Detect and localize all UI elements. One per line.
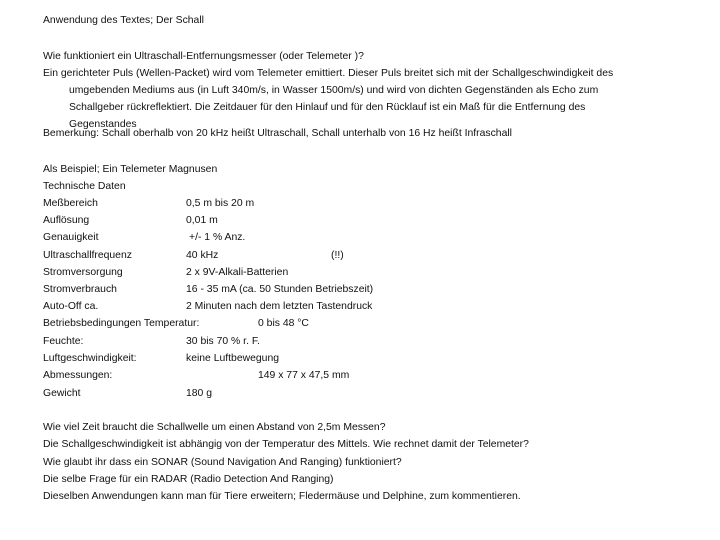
spec-label: Betriebsbedingungen Temperatur: bbox=[43, 318, 200, 329]
question-line: Dieselben Anwendungen kann man für Tiere erweitern; Fledermäuse und Delphine, zum kommentieren. bbox=[43, 491, 521, 502]
question-line: Wie viel Zeit braucht die Schallwelle um einen Abstand von 2,5m Messen? bbox=[43, 422, 386, 433]
spec-label: Ultraschallfrequenz bbox=[43, 250, 132, 261]
spec-value: 2 x 9V-Alkali-Batterien bbox=[186, 267, 289, 278]
spec-value: +/- 1 % Anz. bbox=[189, 232, 246, 243]
spec-value: keine Luftbewegung bbox=[186, 353, 280, 364]
paragraph-line: Gegenstandes bbox=[69, 119, 137, 130]
example-intro: Als Beispiel; Ein Telemeter Magnusen bbox=[43, 164, 218, 175]
spec-label: Genauigkeit bbox=[43, 232, 99, 243]
spec-label: Meßbereich bbox=[43, 198, 98, 209]
spec-value: 16 - 35 mA (ca. 50 Stunden Betriebszeit) bbox=[186, 284, 374, 295]
spec-value: 0 bis 48 °C bbox=[258, 318, 309, 329]
tech-data-heading: Technische Daten bbox=[43, 181, 126, 192]
explanation-paragraph bbox=[43, 65, 683, 133]
spec-value: 2 Minuten nach dem letzten Tastendruck bbox=[186, 301, 373, 312]
paragraph-line: Schallgeber rückreflektiert. Die Zeitdauer für den Hinlauf und für den Rücklauf ist ein Maß für die Entfernung des bbox=[69, 102, 586, 113]
spec-label: Stromversorgung bbox=[43, 267, 123, 278]
spec-label: Abmessungen: bbox=[43, 370, 113, 381]
spec-value: 40 kHz bbox=[186, 250, 219, 261]
paragraph-line: umgebenden Mediums aus (in Luft 340m/s, in Wasser 1500m/s) und wird von dichten Gegenständen als Echo zum bbox=[69, 85, 599, 96]
spec-value: 0,5 m bis 20 m bbox=[186, 198, 255, 209]
spec-label: Auto-Off ca. bbox=[43, 301, 99, 312]
remark-line: Bemerkung: Schall oberhalb von 20 kHz heißt Ultraschall, Schall unterhalb von 16 Hz heißt Infraschall bbox=[43, 128, 512, 139]
spec-label: Stromverbrauch bbox=[43, 284, 117, 295]
question-heading: Wie funktioniert ein Ultraschall-Entfernungsmesser (oder Telemeter )? bbox=[43, 51, 364, 62]
document-title: Anwendung des Textes; Der Schall bbox=[43, 15, 204, 26]
spec-note: (!!) bbox=[331, 250, 344, 261]
question-line: Wie glaubt ihr dass ein SONAR (Sound Navigation And Ranging) funktioniert? bbox=[43, 457, 402, 468]
spec-label: Feuchte: bbox=[43, 336, 84, 347]
question-line: Die Schallgeschwindigkeit ist abhängig von der Temperatur des Mittels. Wie rechnet damit der Telemeter? bbox=[43, 439, 529, 450]
spec-label: Gewicht bbox=[43, 388, 81, 399]
spec-value: 0,01 m bbox=[186, 215, 218, 226]
spec-value: 149 x 77 x 47,5 mm bbox=[258, 370, 350, 381]
question-line: Die selbe Frage für ein RADAR (Radio Detection And Ranging) bbox=[43, 474, 334, 485]
spec-value: 30 bis 70 % r. F. bbox=[186, 336, 260, 347]
paragraph-line: Ein gerichteter Puls (Wellen-Packet) wird vom Telemeter emittiert. Dieser Puls breitet sich mit der Schallgeschwindigkeit des bbox=[43, 68, 614, 79]
spec-value: 180 g bbox=[186, 388, 213, 399]
spec-label: Auflösung bbox=[43, 215, 90, 226]
spec-label: Luftgeschwindigkeit: bbox=[43, 353, 137, 364]
